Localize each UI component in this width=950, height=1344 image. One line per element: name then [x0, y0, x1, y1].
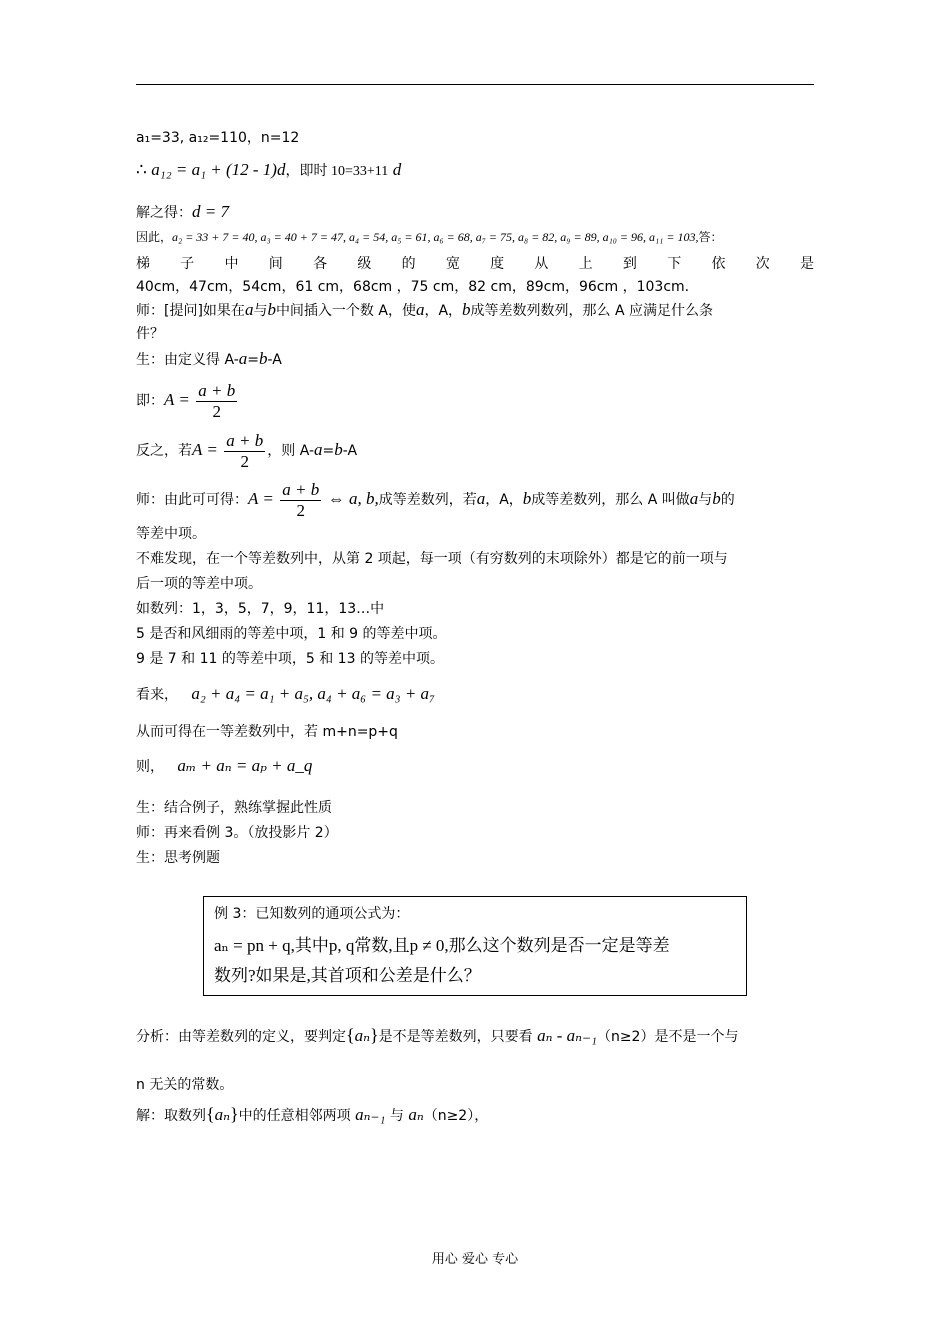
teacher-question: 师：[提问]如果在a与b中间插入一个数 A，使a，A，b成等差数列数列，那么 A 应满足什么条 [136, 300, 714, 319]
spread-char: 级 [357, 256, 372, 272]
spread-char: 度 [490, 256, 505, 272]
student-think: 生：思考例题 [136, 850, 220, 866]
terms-list: 因此，a₂ = 33 + 7 = 40, a₃ = 40 + 7 = 47, a₄ = 54, a₅ = 61, a₆ = 68, a₇ = 75, a₈ = 82, a₉ = 89, a₁₀ = 96, a₁₁ = 103,答： [136, 230, 723, 244]
spread-char: 子 [180, 256, 195, 272]
spread-char: 宽 [445, 256, 460, 272]
property-statement: 从而可得在一等差数列中，若 m+n=p+q [136, 724, 398, 740]
spread-char: 中 [224, 256, 239, 272]
spread-char: 到 [622, 256, 637, 272]
spread-char: 是 [799, 256, 814, 272]
spread-char: 各 [313, 256, 328, 272]
mean-formula: 即：A = $\frac{a + b}{2}$ [136, 380, 236, 421]
property-formula: 则， aₘ + aₙ = aₚ + a_q [136, 756, 313, 775]
spread-char: 上 [578, 256, 593, 272]
observation-cont: 后一项的等差中项。 [136, 576, 262, 592]
given-values: a₁=33, a₁₂=110，n=12 [136, 130, 300, 146]
example-question: 数列?如果是,其首项和公差是什么？ [214, 966, 481, 985]
example-formula: aₙ = pn + q,其中p, q常数,且p ≠ 0,那么这个数列是否一定是等差 [214, 936, 670, 955]
analysis-cont: n 无关的常数。 [136, 1077, 234, 1093]
equation-a12: ∴ a₁₂ = a₁ + (12 - 1)d，即时 10=33+11 d [136, 160, 402, 180]
page-footer: 用心 爱心 专心 [431, 1252, 519, 1267]
student-practice: 生：结合例子，熟练掌握此性质 [136, 800, 332, 816]
example-note-1: 5 是否和风细雨的等差中项，1 和 9 的等差中项。 [136, 626, 447, 642]
spread-char: 从 [534, 256, 549, 272]
formula: a₁₂ = a₁ + (12 - 1)d [151, 160, 286, 179]
teacher-question-cont: 件？ [136, 326, 164, 342]
observation: 不难发现，在一个等差数列中，从第 2 项起，每一项（有穷数列的末项除外）都是它的前一项与 [136, 551, 728, 567]
analysis: 分析：由等差数列的定义，要判定{aₙ}是不是等差数列，只要看 aₙ - aₙ₋₁（n≥2）是不是一个与 [136, 1025, 739, 1045]
answer-spread-line [136, 254, 814, 274]
example-note-2: 9 是 7 和 11 的等差中项，5 和 13 的等差中项。 [136, 651, 444, 667]
solution-d: 解之得：d = 7 [136, 202, 229, 221]
example-3-box [203, 896, 747, 996]
spread-char: 的 [401, 256, 416, 272]
teacher-next: 师：再来看例 3。（放投影片 2） [136, 825, 338, 841]
spread-char: 次 [755, 256, 770, 272]
solution-start: 解：取数列{aₙ}中的任意相邻两项 aₙ₋₁ 与 aₙ（n≥2）， [136, 1104, 489, 1124]
spread-char: 间 [268, 256, 283, 272]
term-label: 等差中项。 [136, 526, 206, 542]
student-definition: 生：由定义得 A-a=b-A [136, 349, 282, 368]
widths-list: 40cm，47cm，54cm，61 cm，68cm ，75 cm，82 cm，89cm，96cm ，103cm. [136, 279, 690, 295]
spread-char: 下 [667, 256, 682, 272]
spread-char: 梯 [136, 256, 150, 272]
example-title: 例 3：已知数列的通项公式为： [214, 906, 410, 922]
arithmetic-mean-definition: 师：由此可可得：A = $\frac{a + b}{2}$ ⇔ a, b,成等差数列，若a，A，b成等差数列，那么 A 叫做a与b的 [136, 479, 735, 520]
example-sequence: 如数列：1，3，5，7，9，11，13…中 [136, 601, 385, 617]
sum-identity: 看来， a₂ + a₄ = a₁ + a₅, a₄ + a₆ = a₃ + a₇ [136, 684, 435, 703]
converse-formula: 反之，若A = $\frac{a + b}{2}$ ，则 A-a=b-A [136, 430, 358, 471]
spread-char: 依 [711, 256, 726, 272]
header-rule [136, 84, 814, 85]
